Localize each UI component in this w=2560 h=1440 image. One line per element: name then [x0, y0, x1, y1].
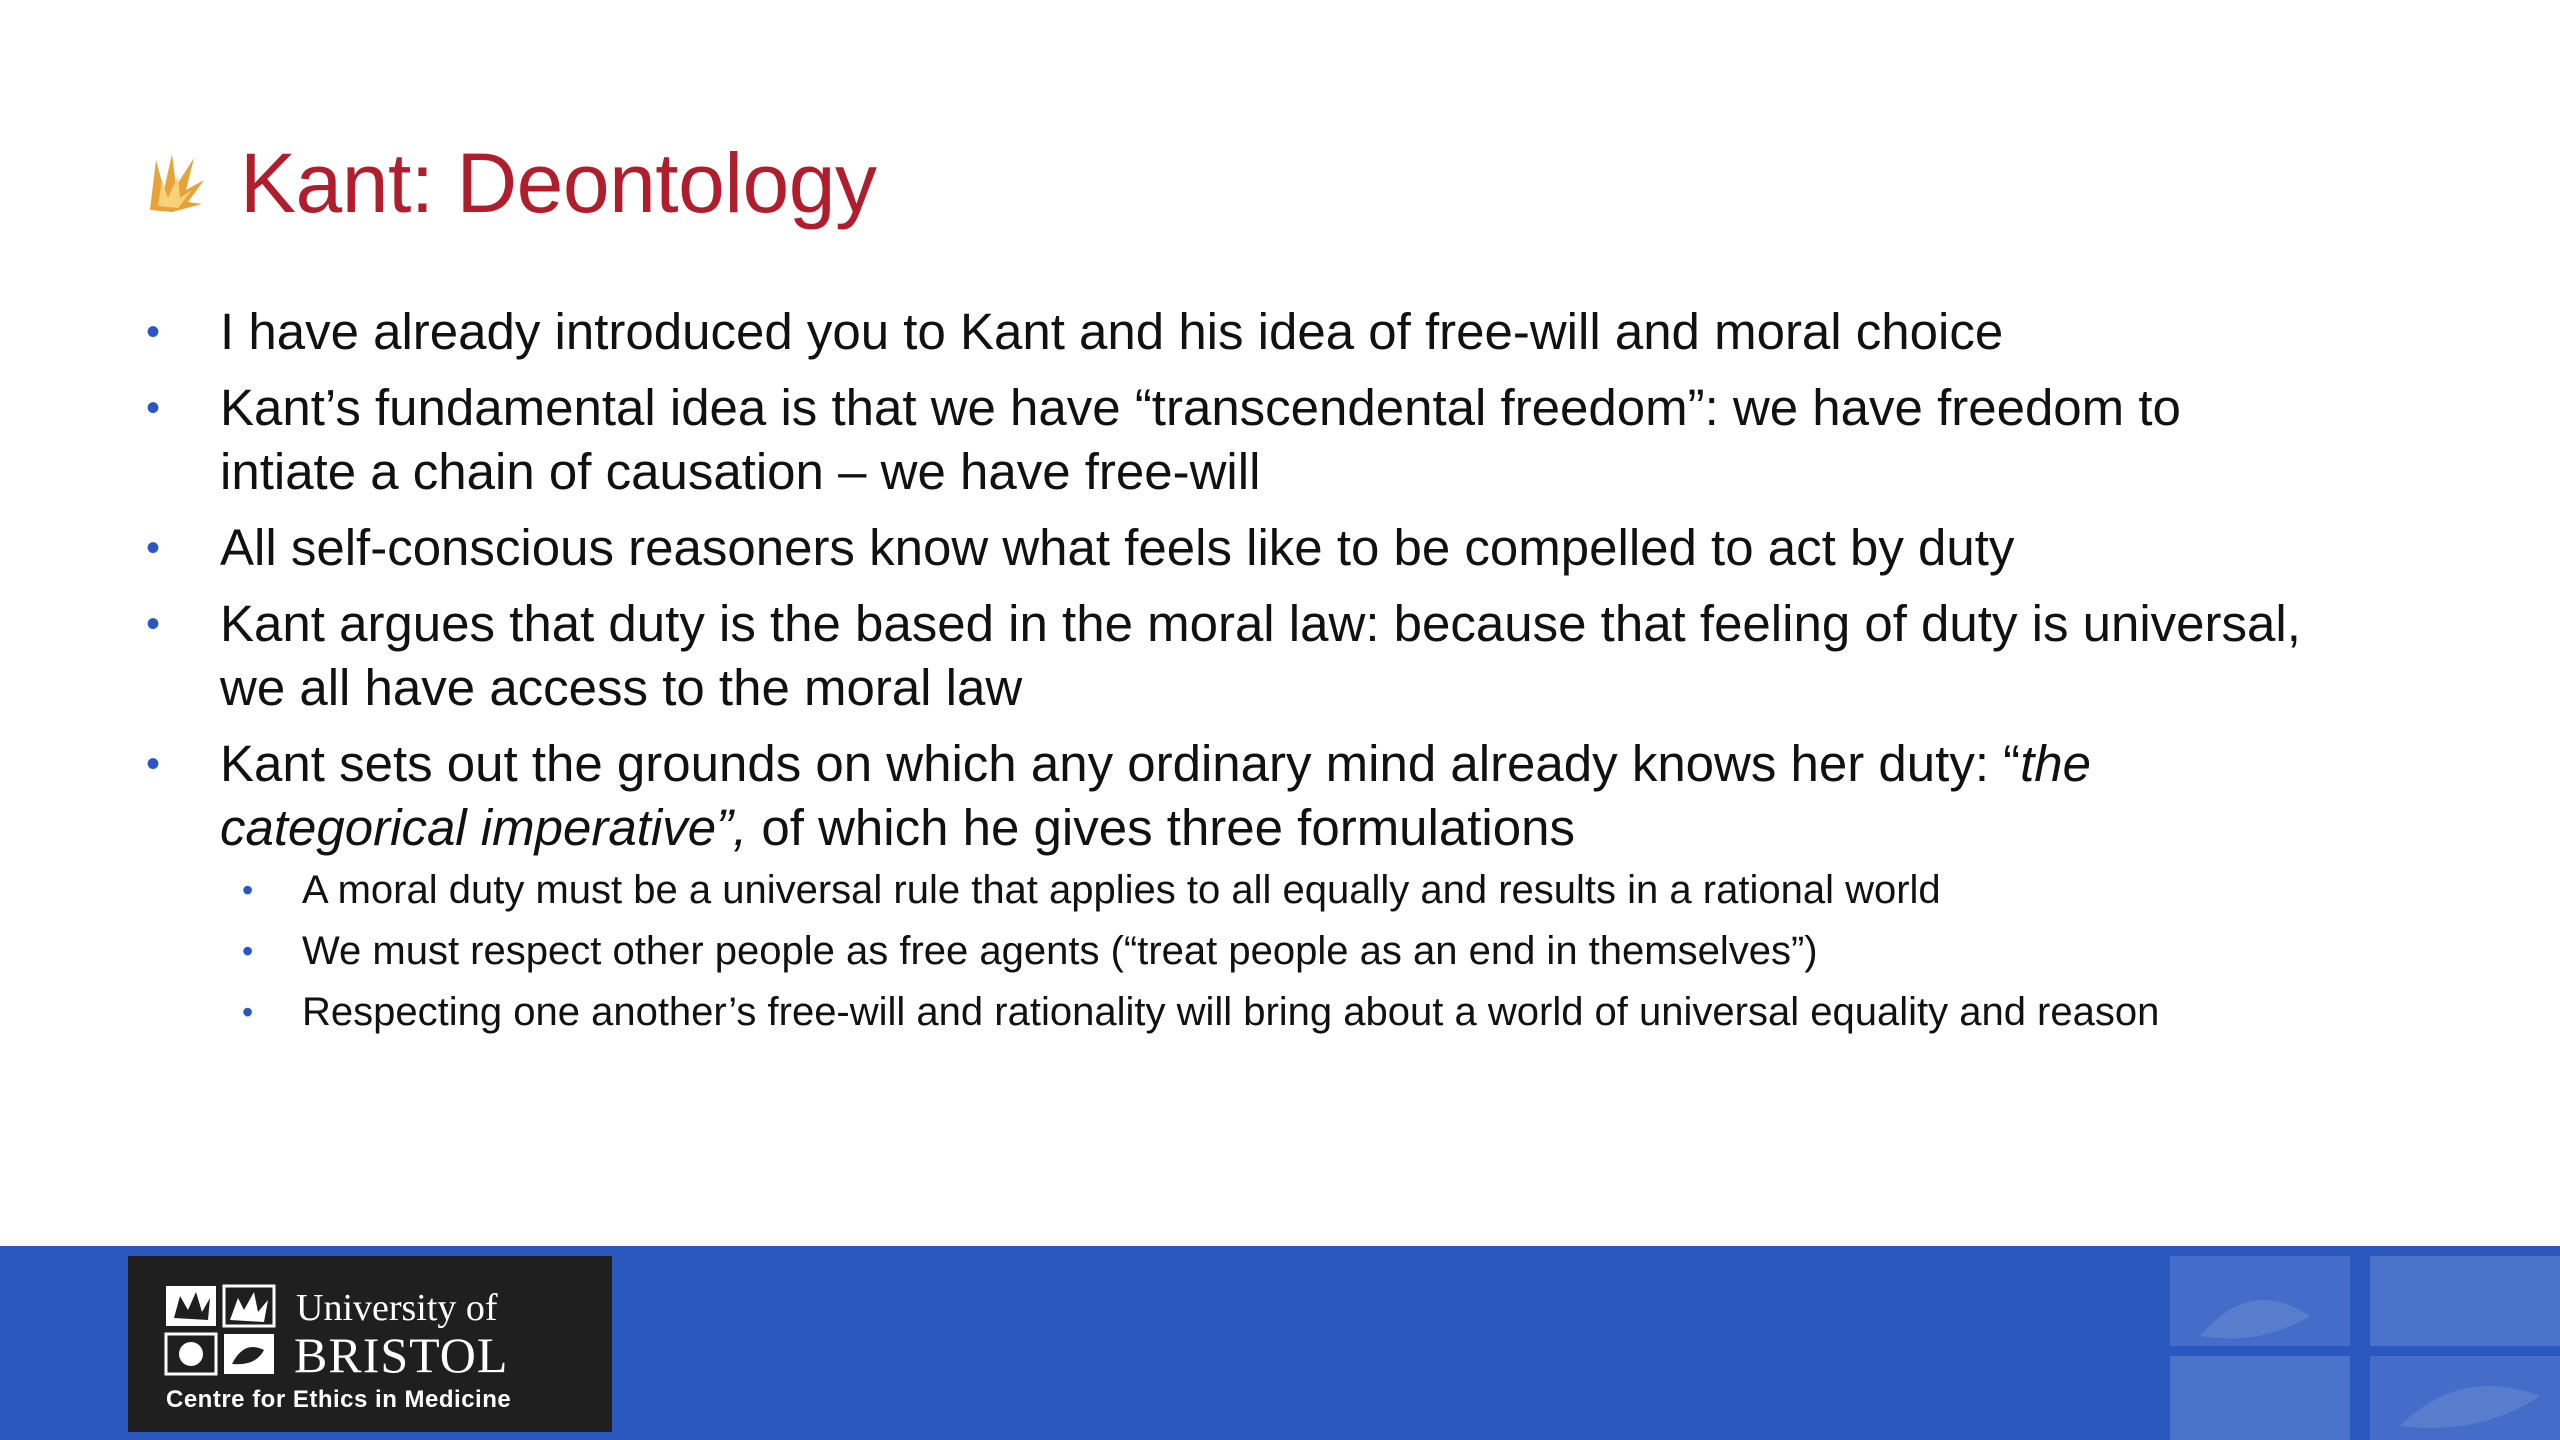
bullet-text-plain: of which he gives three formulations	[747, 799, 1575, 856]
bullet-text-line2: we all have access to the moral law	[220, 659, 1023, 716]
centre-name: Centre for Ethics in Medicine	[166, 1386, 512, 1413]
bullet-text-line2: intiate a chain of causation – we have free-will	[220, 443, 1261, 500]
sub-bullet-item	[140, 927, 2440, 975]
slide-title: Kant: Deontology	[240, 136, 877, 230]
sub-bullet-text: Respecting one another’s free-will and rationality will bring about a world of universal equality and reason	[302, 990, 2160, 1034]
bullet-list	[140, 300, 2440, 1049]
bullet-text-line1: Kant argues that duty is the based in the moral law: because that feeling of duty is universal,	[220, 595, 2301, 652]
footer-band	[0, 1246, 2560, 1440]
title-row	[142, 128, 876, 238]
sub-bullet-item	[140, 866, 2440, 914]
crest-watermark-icon	[2140, 1246, 2560, 1440]
university-logo	[128, 1256, 612, 1432]
bullet-text: I have already introduced you to Kant and his idea of free-will and moral choice	[220, 303, 2004, 360]
bullet-text-italic: the	[2020, 735, 2092, 792]
bullet-text-line1: Kant’s fundamental idea is that we have “transcendental freedom”: we have freedom to	[220, 379, 2181, 436]
bullet-text-plain: Kant sets out the grounds on which any ordinary mind already knows her duty: “	[220, 735, 2021, 792]
flame-icon	[142, 150, 208, 216]
bullet-text: All self-conscious reasoners know what feels like to be compelled to act by duty	[220, 519, 2015, 576]
bullet-item	[140, 592, 2440, 720]
university-name-line2: BRISTOL	[294, 1327, 509, 1383]
bullet-item	[140, 732, 2440, 860]
bullet-item	[140, 516, 2440, 580]
university-name-line1: University of	[296, 1287, 498, 1329]
sub-bullet-text: We must respect other people as free agents (“treat people as an end in themselves”)	[302, 929, 1818, 973]
sub-bullet-item	[140, 988, 2440, 1036]
sub-bullet-text: A moral duty must be a universal rule that applies to all equally and results in a rational world	[302, 868, 1941, 912]
bullet-item	[140, 300, 2440, 364]
coat-of-arms-icon	[164, 1284, 276, 1376]
bullet-text-italic: categorical imperative”,	[220, 799, 748, 856]
bullet-item	[140, 376, 2440, 504]
